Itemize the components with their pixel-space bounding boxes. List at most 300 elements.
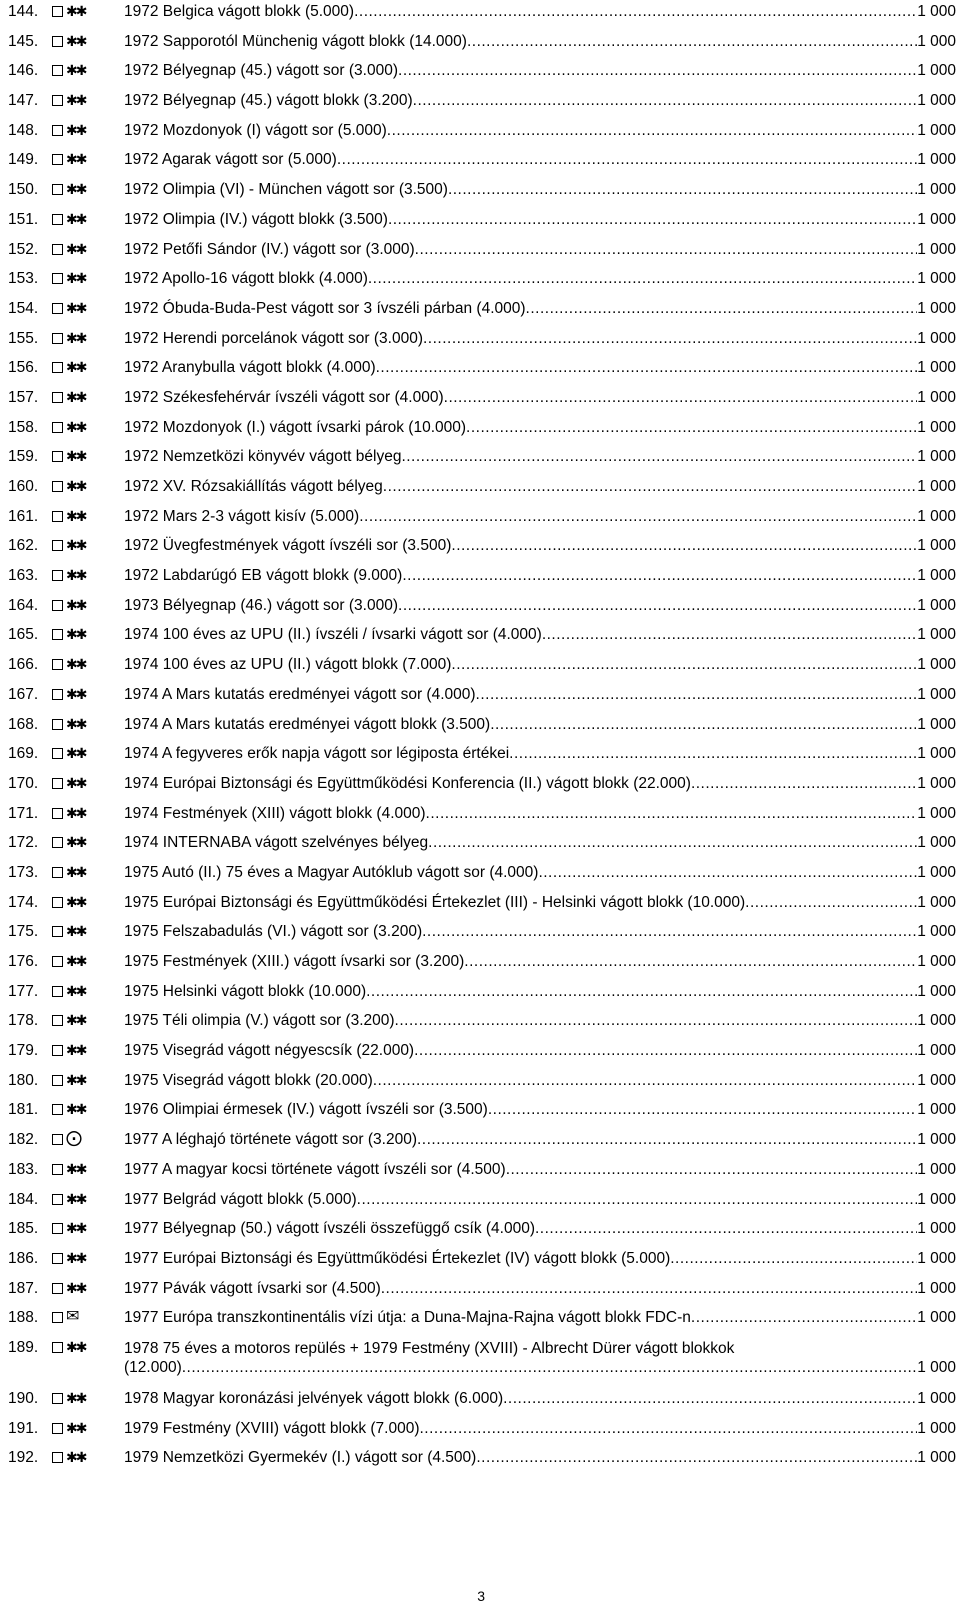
- item-number: 155.: [8, 329, 39, 347]
- item-number: 172.: [8, 834, 39, 852]
- item-title-line: [124, 1161, 956, 1179]
- list-item: [8, 389, 956, 419]
- list-item: [8, 775, 956, 805]
- mint-mark-icon: ✱✱: [66, 804, 86, 821]
- item-price: 1 000: [917, 1101, 956, 1119]
- item-title-line: [124, 300, 956, 318]
- list-item: [8, 1449, 956, 1479]
- item-number: 154.: [8, 299, 39, 317]
- list-item: [8, 626, 956, 656]
- item-price: 1 000: [917, 774, 956, 792]
- checkbox-icon: [52, 926, 63, 937]
- leader-dots: [401, 448, 917, 466]
- leader-dots: [420, 1420, 918, 1438]
- item-number: 187.: [8, 1279, 39, 1297]
- item-price: 1 000: [917, 1160, 956, 1178]
- item-title: 1972 XV. Rózsakiállítás vágott bélyeg: [124, 478, 383, 495]
- item-price: 1 000: [917, 1012, 956, 1030]
- leader-dots: [451, 656, 917, 674]
- checkbox-icon: [52, 1253, 63, 1264]
- list-item: [8, 1101, 956, 1131]
- leader-dots: [535, 1220, 917, 1238]
- leader-dots: [488, 1101, 917, 1119]
- item-price: 1 000: [917, 299, 956, 317]
- list-item: [8, 567, 956, 597]
- item-title: 1973 Bélyegnap (46.) vágott sor (3.000): [124, 596, 399, 614]
- list-item: [8, 1042, 956, 1072]
- item-title-line: [124, 1220, 956, 1238]
- checkbox-icon: [52, 778, 63, 789]
- leader-dots: [357, 1191, 918, 1209]
- item-title: 1972 Aranybulla vágott blokk (4.000): [124, 359, 376, 377]
- item-title-line: [124, 448, 956, 466]
- leader-dots: [373, 1072, 917, 1090]
- item-title-line: [124, 923, 956, 941]
- item-title: 1972 Székesfehérvár ívszéli vágott sor (4.000): [124, 388, 444, 406]
- checkbox-icon: [52, 570, 63, 581]
- list-item: [8, 923, 956, 953]
- checkbox-icon: [52, 748, 63, 759]
- mint-mark-icon: ✱✱: [66, 329, 86, 346]
- checkbox-icon: [52, 837, 63, 848]
- list-item: [8, 330, 956, 360]
- item-price: 1 000: [917, 270, 956, 288]
- item-title: 1972 Üvegfestmények vágott ívszéli sor (3.500): [124, 537, 452, 555]
- mint-mark-icon: ✱✱: [66, 1389, 86, 1406]
- mint-mark-icon: ✱✱: [66, 953, 86, 969]
- item-price: 1 000: [917, 478, 956, 495]
- list-item: [8, 537, 956, 567]
- item-number: 164.: [8, 596, 39, 614]
- item-title-line: [124, 122, 956, 140]
- item-price: 1 000: [917, 1449, 956, 1467]
- item-number: 191.: [8, 1419, 39, 1437]
- item-number: 153.: [8, 270, 39, 288]
- mint-mark-icon: ✱✱: [66, 359, 86, 376]
- list-item: [8, 300, 956, 330]
- item-price: 1 000: [917, 1358, 956, 1376]
- item-number: 144.: [8, 3, 39, 20]
- leader-dots: [490, 716, 917, 734]
- leader-dots: [182, 1358, 917, 1377]
- item-title-part2: (12.000): [124, 1358, 182, 1376]
- mint-mark-icon: ✱✱: [66, 982, 86, 999]
- item-title: 1979 Nemzetközi Gyermekév (I.) vágott sor (4.500): [124, 1449, 477, 1467]
- item-price: 1 000: [917, 1389, 956, 1407]
- checkbox-icon: [52, 1164, 63, 1175]
- checkbox-icon: [52, 600, 63, 611]
- leader-dots: [398, 597, 917, 615]
- item-price: 1 000: [917, 893, 956, 911]
- item-number: 181.: [8, 1101, 39, 1119]
- mint-mark-icon: ✱✱: [66, 656, 86, 673]
- mint-mark-icon: ✱✱: [66, 1101, 86, 1118]
- mint-mark-icon: ✱✱: [66, 1220, 86, 1237]
- item-number: 188.: [8, 1309, 39, 1327]
- item-title: 1974 INTERNABA vágott szelvényes bélyeg: [124, 834, 429, 852]
- item-title: 1972 Belgica vágott blokk (5.000): [124, 3, 355, 20]
- item-title-line: [124, 1449, 956, 1467]
- item-title: 1977 Európai Biztonsági és Együttműködési Értekezlet (IV) vágott blokk (5.000): [124, 1249, 671, 1267]
- mint-mark-icon: ✱✱: [66, 1012, 86, 1029]
- leader-dots: [542, 626, 917, 644]
- item-title: 1972 Sapporotól Münchenig vágott blokk (14.000): [124, 32, 467, 50]
- list-item: [8, 1250, 956, 1280]
- item-price: 1 000: [917, 1190, 956, 1208]
- item-title-line: [124, 478, 956, 496]
- item-title-line: [124, 359, 956, 377]
- mint-mark-icon: ✱✱: [66, 1449, 86, 1466]
- leader-dots: [691, 1309, 917, 1327]
- leader-dots: [395, 1012, 918, 1030]
- item-title: 1972 Petőfi Sándor (IV.) vágott sor (3.000): [124, 240, 415, 258]
- list-item: [8, 1131, 956, 1161]
- item-number: 150.: [8, 181, 39, 199]
- checkbox-icon: [52, 65, 63, 76]
- item-title: 1972 Bélyegnap (45.) vágott sor (3.000): [124, 62, 399, 80]
- item-title-line: [124, 211, 956, 229]
- mint-mark-icon: ✱✱: [66, 478, 86, 494]
- leader-dots: [413, 92, 918, 110]
- checkbox-icon: [52, 36, 63, 47]
- item-number: 159.: [8, 448, 39, 466]
- item-title-line: [124, 805, 956, 823]
- item-title-line: [124, 597, 956, 615]
- list-item: [8, 745, 956, 775]
- checkbox-icon: [52, 1423, 63, 1434]
- mint-mark-icon: ✱✱: [66, 596, 86, 613]
- leader-dots: [366, 983, 917, 1001]
- list-item: [8, 1390, 956, 1420]
- item-title: 1972 Olimpia (VI) - München vágott sor (3.500): [124, 181, 448, 199]
- list-item: [8, 3, 956, 33]
- item-title: 1977 Bélyegnap (50.) vágott ívszéli összefüggő csík (4.000): [124, 1220, 535, 1238]
- item-title: 1977 Belgrád vágott blokk (5.000): [124, 1190, 357, 1208]
- item-number: 175.: [8, 923, 39, 941]
- leader-dots: [503, 1390, 917, 1408]
- item-price: 1 000: [917, 418, 956, 436]
- item-number: 152.: [8, 240, 39, 258]
- item-price: 1 000: [917, 745, 956, 763]
- leader-dots: [383, 478, 917, 496]
- mint-mark-icon: ✱✱: [66, 923, 86, 940]
- mint-mark-icon: ✱✱: [66, 32, 86, 49]
- mint-mark-icon: ✱✱: [66, 270, 86, 287]
- item-title-line: [124, 953, 956, 971]
- item-title: 1972 Mozdonyok (I.) vágott ívsarki párok (10.000): [124, 418, 467, 436]
- leader-dots: [354, 3, 917, 21]
- checkbox-icon: [52, 125, 63, 136]
- item-title: 1974 100 éves az UPU (II.) ívszéli / ívsarki vágott sor (4.000): [124, 626, 542, 644]
- leader-dots: [745, 894, 917, 912]
- item-price: 1 000: [917, 92, 956, 110]
- list-item: [8, 508, 956, 538]
- checkbox-icon: [52, 1393, 63, 1404]
- item-number: 158.: [8, 418, 39, 436]
- leader-dots: [467, 33, 917, 51]
- mint-mark-icon: ✱✱: [66, 299, 86, 316]
- item-title: 1972 Nemzetközi könyvév vágott bélyeg: [124, 448, 402, 466]
- item-price: 1 000: [917, 388, 956, 406]
- item-title: 1972 Óbuda-Buda-Pest vágott sor 3 ívszéli párban (4.000): [124, 299, 526, 317]
- item-price: 1 000: [917, 567, 956, 585]
- item-number: 170.: [8, 774, 39, 792]
- item-price: 1 000: [917, 181, 956, 199]
- list-item: [8, 686, 956, 716]
- mint-mark-icon: ✱✱: [66, 507, 86, 524]
- checkbox-icon: [52, 511, 63, 522]
- checkbox-icon: [52, 629, 63, 640]
- item-price: 1 000: [917, 596, 956, 614]
- item-title: 1975 Festmények (XIII.) vágott ívsarki sor (3.200): [124, 953, 465, 970]
- item-title-line: [124, 270, 956, 288]
- checkbox-icon: [52, 986, 63, 997]
- item-title: 1974 Festmények (XIII) vágott blokk (4.000): [124, 804, 426, 822]
- list-item: [8, 953, 956, 983]
- item-title-line: [124, 1191, 956, 1209]
- checkbox-icon: [52, 1452, 63, 1463]
- item-price: 1 000: [917, 1249, 956, 1267]
- mint-mark-icon: ✱✱: [66, 1419, 86, 1436]
- item-number: 171.: [8, 804, 39, 822]
- item-title: 1974 Európai Biztonsági és Együttműködési Konferencia (II.) vágott blokk (22.000): [124, 774, 691, 792]
- mint-mark-icon: ✱✱: [66, 1249, 86, 1266]
- item-title-line: [124, 864, 956, 882]
- item-number: 145.: [8, 32, 39, 50]
- item-number: 161.: [8, 507, 39, 525]
- item-price: 1 000: [917, 1042, 956, 1060]
- item-title-line: [124, 419, 956, 437]
- checkbox-icon: [52, 1312, 63, 1323]
- item-number: 186.: [8, 1249, 39, 1267]
- mint-mark-icon: ✱✱: [66, 448, 86, 465]
- mint-mark-icon: ✱✱: [66, 151, 86, 168]
- item-number: 156.: [8, 359, 39, 377]
- checkbox-icon: [52, 1223, 63, 1234]
- mint-mark-icon: ✱✱: [66, 1338, 86, 1355]
- item-number: 167.: [8, 685, 39, 703]
- item-title-line: [124, 1042, 956, 1060]
- item-title-line: [124, 1390, 956, 1408]
- item-title-line: [124, 1131, 956, 1149]
- checkbox-icon: [52, 1045, 63, 1056]
- item-price: 1 000: [917, 359, 956, 377]
- mint-mark-icon: ✱✱: [66, 1160, 86, 1177]
- item-number: 184.: [8, 1190, 39, 1208]
- item-number: 178.: [8, 1012, 39, 1030]
- checkbox-icon: [52, 719, 63, 730]
- item-price: 1 000: [917, 715, 956, 733]
- checkbox-icon: [52, 659, 63, 670]
- item-price: 1 000: [917, 834, 956, 852]
- item-price: 1 000: [917, 1419, 956, 1437]
- item-title-line: [124, 151, 956, 169]
- list-item: [8, 62, 956, 92]
- leader-dots: [423, 330, 917, 348]
- item-title-line: [124, 181, 956, 199]
- leader-dots: [506, 1161, 918, 1179]
- item-number: 183.: [8, 1160, 39, 1178]
- item-number: 185.: [8, 1220, 39, 1238]
- leader-dots: [387, 122, 917, 140]
- item-title: 1975 Helsinki vágott blokk (10.000): [124, 982, 367, 1000]
- list-item: [8, 805, 956, 835]
- checkbox-icon: [52, 422, 63, 433]
- mint-mark-icon: ✱✱: [66, 863, 86, 880]
- leader-dots: [359, 508, 917, 526]
- leader-dots: [448, 181, 917, 199]
- item-title-line: [124, 1420, 956, 1438]
- checkbox-icon: [52, 956, 63, 967]
- item-price: 1 000: [917, 448, 956, 466]
- item-title-line: [124, 1309, 956, 1327]
- item-price: 1 000: [917, 151, 956, 169]
- item-title: 1975 Európai Biztonsági és Együttműködési Értekezlet (III) - Helsinki vágott blokk (10.000): [124, 893, 746, 911]
- list-item: [8, 1420, 956, 1450]
- checkbox-icon: [52, 867, 63, 878]
- checkbox-icon: [52, 1134, 63, 1145]
- mint-mark-icon: ✱✱: [66, 3, 86, 19]
- item-price: 1 000: [917, 1309, 956, 1327]
- checkbox-icon: [52, 273, 63, 284]
- list-item: [8, 1220, 956, 1250]
- item-title-line: [124, 330, 956, 348]
- item-price: 1 000: [917, 953, 956, 970]
- item-number: 157.: [8, 388, 39, 406]
- checkbox-icon: [52, 1075, 63, 1086]
- item-price: 1 000: [917, 685, 956, 703]
- item-number: 163.: [8, 567, 39, 585]
- mint-mark-icon: ✱✱: [66, 388, 86, 405]
- leader-dots: [422, 923, 917, 941]
- mint-mark-icon: ✱✱: [66, 1071, 86, 1088]
- postmark-icon: ⨀: [66, 1130, 82, 1148]
- item-title-line: [124, 241, 956, 259]
- item-price: 1 000: [917, 863, 956, 881]
- mint-mark-icon: ✱✱: [66, 210, 86, 227]
- item-number: 149.: [8, 151, 39, 169]
- page-number: 3: [477, 1588, 485, 1604]
- mint-mark-icon: ✱✱: [66, 181, 86, 198]
- item-number: 176.: [8, 953, 39, 970]
- item-title-line: [124, 1280, 956, 1298]
- item-number: 177.: [8, 982, 39, 1000]
- checkbox-icon: [52, 154, 63, 165]
- envelope-icon: ✉: [66, 1308, 80, 1326]
- checkbox-icon: [52, 1104, 63, 1115]
- item-title: 1977 Pávák vágott ívsarki sor (4.500): [124, 1279, 381, 1297]
- leader-dots: [538, 864, 917, 882]
- item-title-line: [124, 389, 956, 407]
- mint-mark-icon: ✱✱: [66, 626, 86, 643]
- item-title: 1972 Herendi porcelánok vágott sor (3.000): [124, 329, 423, 347]
- list-item: [8, 270, 956, 300]
- checkbox-icon: [52, 362, 63, 373]
- item-title-line: [124, 894, 956, 912]
- mint-mark-icon: ✱✱: [66, 893, 86, 910]
- list-item: [8, 1309, 956, 1339]
- leader-dots: [451, 537, 917, 555]
- mint-mark-icon: ✱✱: [66, 685, 86, 702]
- list-item: [8, 597, 956, 627]
- item-number: 180.: [8, 1071, 39, 1089]
- item-title-line: [124, 626, 956, 644]
- mint-mark-icon: ✱✱: [66, 121, 86, 138]
- checkbox-icon: [52, 1342, 63, 1353]
- checkbox-icon: [52, 1194, 63, 1205]
- item-number: 166.: [8, 656, 39, 674]
- item-title-line: [124, 775, 956, 793]
- list-item: [8, 1191, 956, 1221]
- checkbox-icon: [52, 897, 63, 908]
- checkbox-icon: [52, 244, 63, 255]
- list-item: [8, 834, 956, 864]
- item-title: 1975 Felszabadulás (VI.) vágott sor (3.200): [124, 923, 423, 941]
- item-title: 1977 A magyar kocsi története vágott ívszéli sor (4.500): [124, 1160, 506, 1178]
- mint-mark-icon: ✱✱: [66, 834, 86, 851]
- list-item: [8, 122, 956, 152]
- item-price: 1 000: [917, 1220, 956, 1238]
- checkbox-icon: [52, 392, 63, 403]
- item-number: 165.: [8, 626, 39, 644]
- list-item: [8, 448, 956, 478]
- leader-dots: [376, 359, 918, 377]
- mint-mark-icon: ✱✱: [66, 62, 86, 79]
- leader-dots: [670, 1250, 917, 1268]
- list-item: [8, 894, 956, 924]
- item-number: 189.: [8, 1338, 39, 1356]
- item-title: 1975 Téli olimpia (V.) vágott sor (3.200): [124, 1012, 395, 1030]
- item-number: 190.: [8, 1389, 39, 1407]
- item-title-line: [124, 656, 956, 674]
- checkbox-icon: [52, 184, 63, 195]
- leader-dots: [691, 775, 917, 793]
- item-title-line: [124, 567, 956, 585]
- leader-dots: [381, 1280, 917, 1298]
- checkbox-icon: [52, 1283, 63, 1294]
- list-item: [8, 716, 956, 746]
- item-title-line: [124, 1072, 956, 1090]
- checkbox-icon: [52, 451, 63, 462]
- leader-dots: [402, 567, 917, 585]
- checkbox-icon: [52, 808, 63, 819]
- list-item: [8, 1280, 956, 1310]
- item-price: 1 000: [917, 210, 956, 228]
- item-number: 182.: [8, 1131, 39, 1149]
- mint-mark-icon: ✱✱: [66, 92, 86, 109]
- item-title: 1974 A Mars kutatás eredményei vágott sor (4.000): [124, 685, 476, 703]
- item-title: 1972 Agarak vágott sor (5.000): [124, 151, 337, 169]
- item-price: 1 000: [917, 3, 956, 20]
- checkbox-icon: [52, 6, 63, 17]
- item-title: 1975 Visegrád vágott négyescsík (22.000): [124, 1042, 415, 1060]
- list-item: [8, 151, 956, 181]
- item-title-line: [124, 983, 956, 1001]
- list-item: [8, 478, 956, 508]
- leader-dots: [466, 419, 917, 437]
- leader-dots: [476, 1449, 917, 1467]
- item-title: 1972 Apollo-16 vágott blokk (4.000): [124, 270, 368, 288]
- item-title-continuation: [124, 1358, 956, 1377]
- item-price: 1 000: [917, 804, 956, 822]
- item-title-line: [124, 62, 956, 80]
- item-title-line: [124, 1012, 956, 1030]
- item-title: 1972 Olimpia (IV.) vágott blokk (3.500): [124, 210, 388, 228]
- item-title: 1977 Európa transzkontinentális vízi útja: a Duna-Majna-Rajna vágott blokk FDC-n: [124, 1309, 691, 1327]
- list-item: [8, 211, 956, 241]
- item-title: 1976 Olimpiai érmesek (IV.) vágott ívszéli sor (3.500): [124, 1101, 488, 1119]
- mint-mark-icon: ✱✱: [66, 537, 86, 554]
